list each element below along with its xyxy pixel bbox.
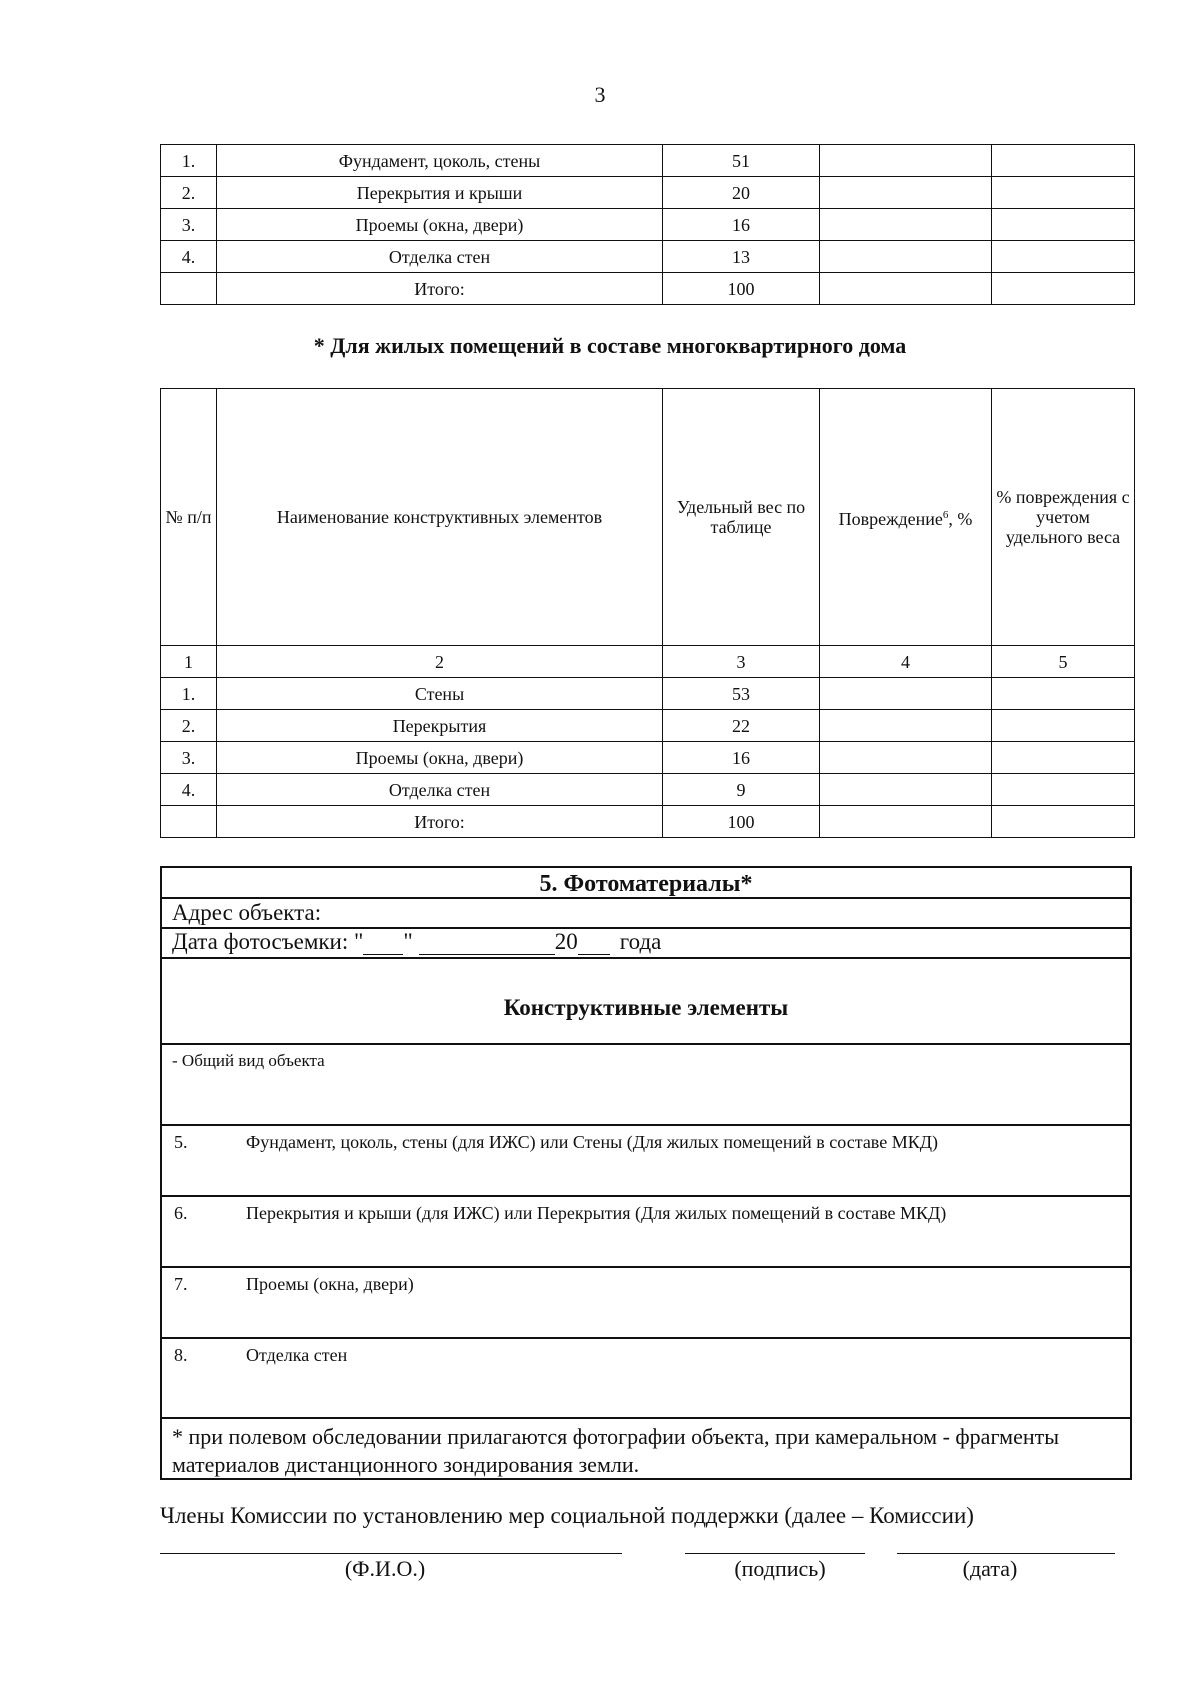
date-row[interactable] bbox=[162, 929, 1130, 959]
total-row bbox=[161, 806, 1135, 838]
signature-label: (подпись) bbox=[734, 1556, 826, 1581]
weighted-damage-cell[interactable] bbox=[992, 209, 1135, 241]
header-damage: Повреждение$^6$, % bbox=[820, 389, 992, 646]
header-weighted-damage: % повреждения с учетом удельного веса bbox=[992, 389, 1135, 646]
weighted-damage-cell[interactable] bbox=[992, 678, 1135, 710]
header-row bbox=[161, 389, 1135, 646]
item-text: Фундамент, цоколь, стены (для ИЖС) или Стены (Для жилых помещений в составе МКД) bbox=[246, 1132, 938, 1152]
address-label: Адрес объекта: bbox=[172, 900, 322, 925]
element-name: Проемы (окна, двери) bbox=[217, 209, 663, 241]
column-number: 3 bbox=[663, 646, 820, 678]
signature-line[interactable] bbox=[685, 1552, 865, 1554]
empty-cell bbox=[161, 806, 217, 838]
footnote-mark: 6 bbox=[942, 509, 949, 521]
fio-label: (Ф.И.О.) bbox=[344, 1556, 426, 1581]
photo-note: * при полевом обследовании прилагаются фотографии объекта, при камеральном - фрагменты материалов дистанционного зондирования земли. bbox=[172, 1424, 1060, 1477]
general-view-label: - Общий вид объекта bbox=[172, 1051, 325, 1070]
row-number: 4. bbox=[161, 241, 217, 273]
total-value: 100 bbox=[663, 273, 820, 305]
photo-item-row[interactable] bbox=[162, 1339, 1130, 1419]
row-number: 2. bbox=[161, 710, 217, 742]
item-number: 7. bbox=[174, 1274, 188, 1294]
date-day-blank[interactable] bbox=[363, 932, 403, 955]
structural-elements-title: Конструктивные элементы bbox=[503, 995, 789, 1020]
row-number: 1. bbox=[161, 678, 217, 710]
element-weight: 51 bbox=[663, 145, 820, 177]
element-weight: 13 bbox=[663, 241, 820, 273]
photo-item-row[interactable] bbox=[162, 1268, 1130, 1339]
date-line[interactable] bbox=[897, 1552, 1115, 1554]
item-number: 5. bbox=[174, 1132, 188, 1152]
column-number: 2 bbox=[217, 646, 663, 678]
item-text: Проемы (окна, двери) bbox=[246, 1274, 414, 1294]
header-weight: Удельный вес по таблице bbox=[663, 389, 820, 646]
fio-line[interactable] bbox=[160, 1552, 622, 1554]
damage-cell[interactable] bbox=[820, 177, 992, 209]
column-number: 4 bbox=[820, 646, 992, 678]
element-weight: 20 bbox=[663, 177, 820, 209]
damage-total-cell[interactable] bbox=[820, 273, 992, 305]
date-label: (дата) bbox=[962, 1556, 1018, 1581]
element-name: Перекрытия bbox=[217, 710, 663, 742]
empty-cell bbox=[161, 273, 217, 305]
photo-materials-block bbox=[160, 866, 1132, 1480]
subtitle-row bbox=[162, 959, 1130, 1045]
total-label: Итого: bbox=[217, 806, 663, 838]
damage-cell[interactable] bbox=[820, 145, 992, 177]
damage-cell[interactable] bbox=[820, 742, 992, 774]
column-number: 1 bbox=[161, 646, 217, 678]
element-name: Фундамент, цоколь, стены bbox=[217, 145, 663, 177]
row-number: 4. bbox=[161, 774, 217, 806]
weighted-total-cell[interactable] bbox=[992, 806, 1135, 838]
photo-item-row[interactable] bbox=[162, 1197, 1130, 1268]
elements-table-mkd bbox=[160, 388, 1135, 838]
element-weight: 16 bbox=[663, 742, 820, 774]
date-label: Дата фотосъемки: " bbox=[172, 929, 364, 954]
table-row bbox=[161, 145, 1135, 177]
weighted-damage-cell[interactable] bbox=[992, 774, 1135, 806]
element-name: Отделка стен bbox=[217, 774, 663, 806]
row-number: 3. bbox=[161, 742, 217, 774]
item-number: 6. bbox=[174, 1203, 188, 1223]
row-number: 1. bbox=[161, 145, 217, 177]
photo-item-row[interactable] bbox=[162, 1126, 1130, 1197]
weighted-damage-cell[interactable] bbox=[992, 177, 1135, 209]
element-weight: 22 bbox=[663, 710, 820, 742]
table-row bbox=[161, 774, 1135, 806]
page-number: 3 bbox=[594, 82, 606, 107]
element-name: Стены bbox=[217, 678, 663, 710]
damage-cell[interactable] bbox=[820, 710, 992, 742]
row-number: 2. bbox=[161, 177, 217, 209]
table-row bbox=[161, 241, 1135, 273]
element-weight: 53 bbox=[663, 678, 820, 710]
table-row bbox=[161, 710, 1135, 742]
weighted-damage-cell[interactable] bbox=[992, 241, 1135, 273]
photo-title: 5. Фотоматериалы* bbox=[539, 871, 753, 897]
table-row bbox=[161, 742, 1135, 774]
total-value: 100 bbox=[663, 806, 820, 838]
column-numbers-row bbox=[161, 646, 1135, 678]
damage-total-cell[interactable] bbox=[820, 806, 992, 838]
item-number: 8. bbox=[174, 1345, 188, 1365]
damage-cell[interactable] bbox=[820, 678, 992, 710]
column-number: 5 bbox=[992, 646, 1135, 678]
element-name: Перекрытия и крыши bbox=[217, 177, 663, 209]
total-label: Итого: bbox=[217, 273, 663, 305]
damage-cell[interactable] bbox=[820, 241, 992, 273]
general-view-row[interactable] bbox=[162, 1045, 1130, 1126]
date-quote: " bbox=[403, 929, 413, 954]
date-year-prefix: 20 bbox=[554, 929, 578, 954]
weighted-damage-cell[interactable] bbox=[992, 742, 1135, 774]
item-text: Отделка стен bbox=[246, 1345, 348, 1365]
table-row bbox=[161, 177, 1135, 209]
element-weight: 16 bbox=[663, 209, 820, 241]
element-weight: 9 bbox=[663, 774, 820, 806]
header-number: № п/п bbox=[161, 389, 217, 646]
date-month-blank[interactable] bbox=[419, 932, 555, 955]
date-year-blank[interactable] bbox=[578, 932, 610, 955]
mkd-caption: * Для жилых помещений в составе многоквартирного дома bbox=[313, 333, 907, 358]
item-text: Перекрытия и крыши (для ИЖС) или Перекрытия (Для жилых помещений в составе МКД) bbox=[246, 1203, 947, 1223]
address-row[interactable] bbox=[162, 899, 1130, 929]
photo-title-row bbox=[162, 868, 1130, 899]
total-row bbox=[161, 273, 1135, 305]
element-name: Проемы (окна, двери) bbox=[217, 742, 663, 774]
table-row bbox=[161, 678, 1135, 710]
date-word: года bbox=[619, 929, 662, 954]
weighted-total-cell[interactable] bbox=[992, 273, 1135, 305]
weighted-damage-cell[interactable] bbox=[992, 710, 1135, 742]
damage-cell[interactable] bbox=[820, 774, 992, 806]
weighted-damage-cell[interactable] bbox=[992, 145, 1135, 177]
elements-table-izhs bbox=[160, 144, 1135, 305]
table-row bbox=[161, 209, 1135, 241]
damage-cell[interactable] bbox=[820, 209, 992, 241]
element-name: Отделка стен bbox=[217, 241, 663, 273]
commission-members-label: Члены Комиссии по установлению мер социальной поддержки (далее – Комиссии) bbox=[160, 1503, 974, 1528]
note-row bbox=[162, 1419, 1130, 1482]
header-name: Наименование конструктивных элементов bbox=[217, 389, 663, 646]
row-number: 3. bbox=[161, 209, 217, 241]
